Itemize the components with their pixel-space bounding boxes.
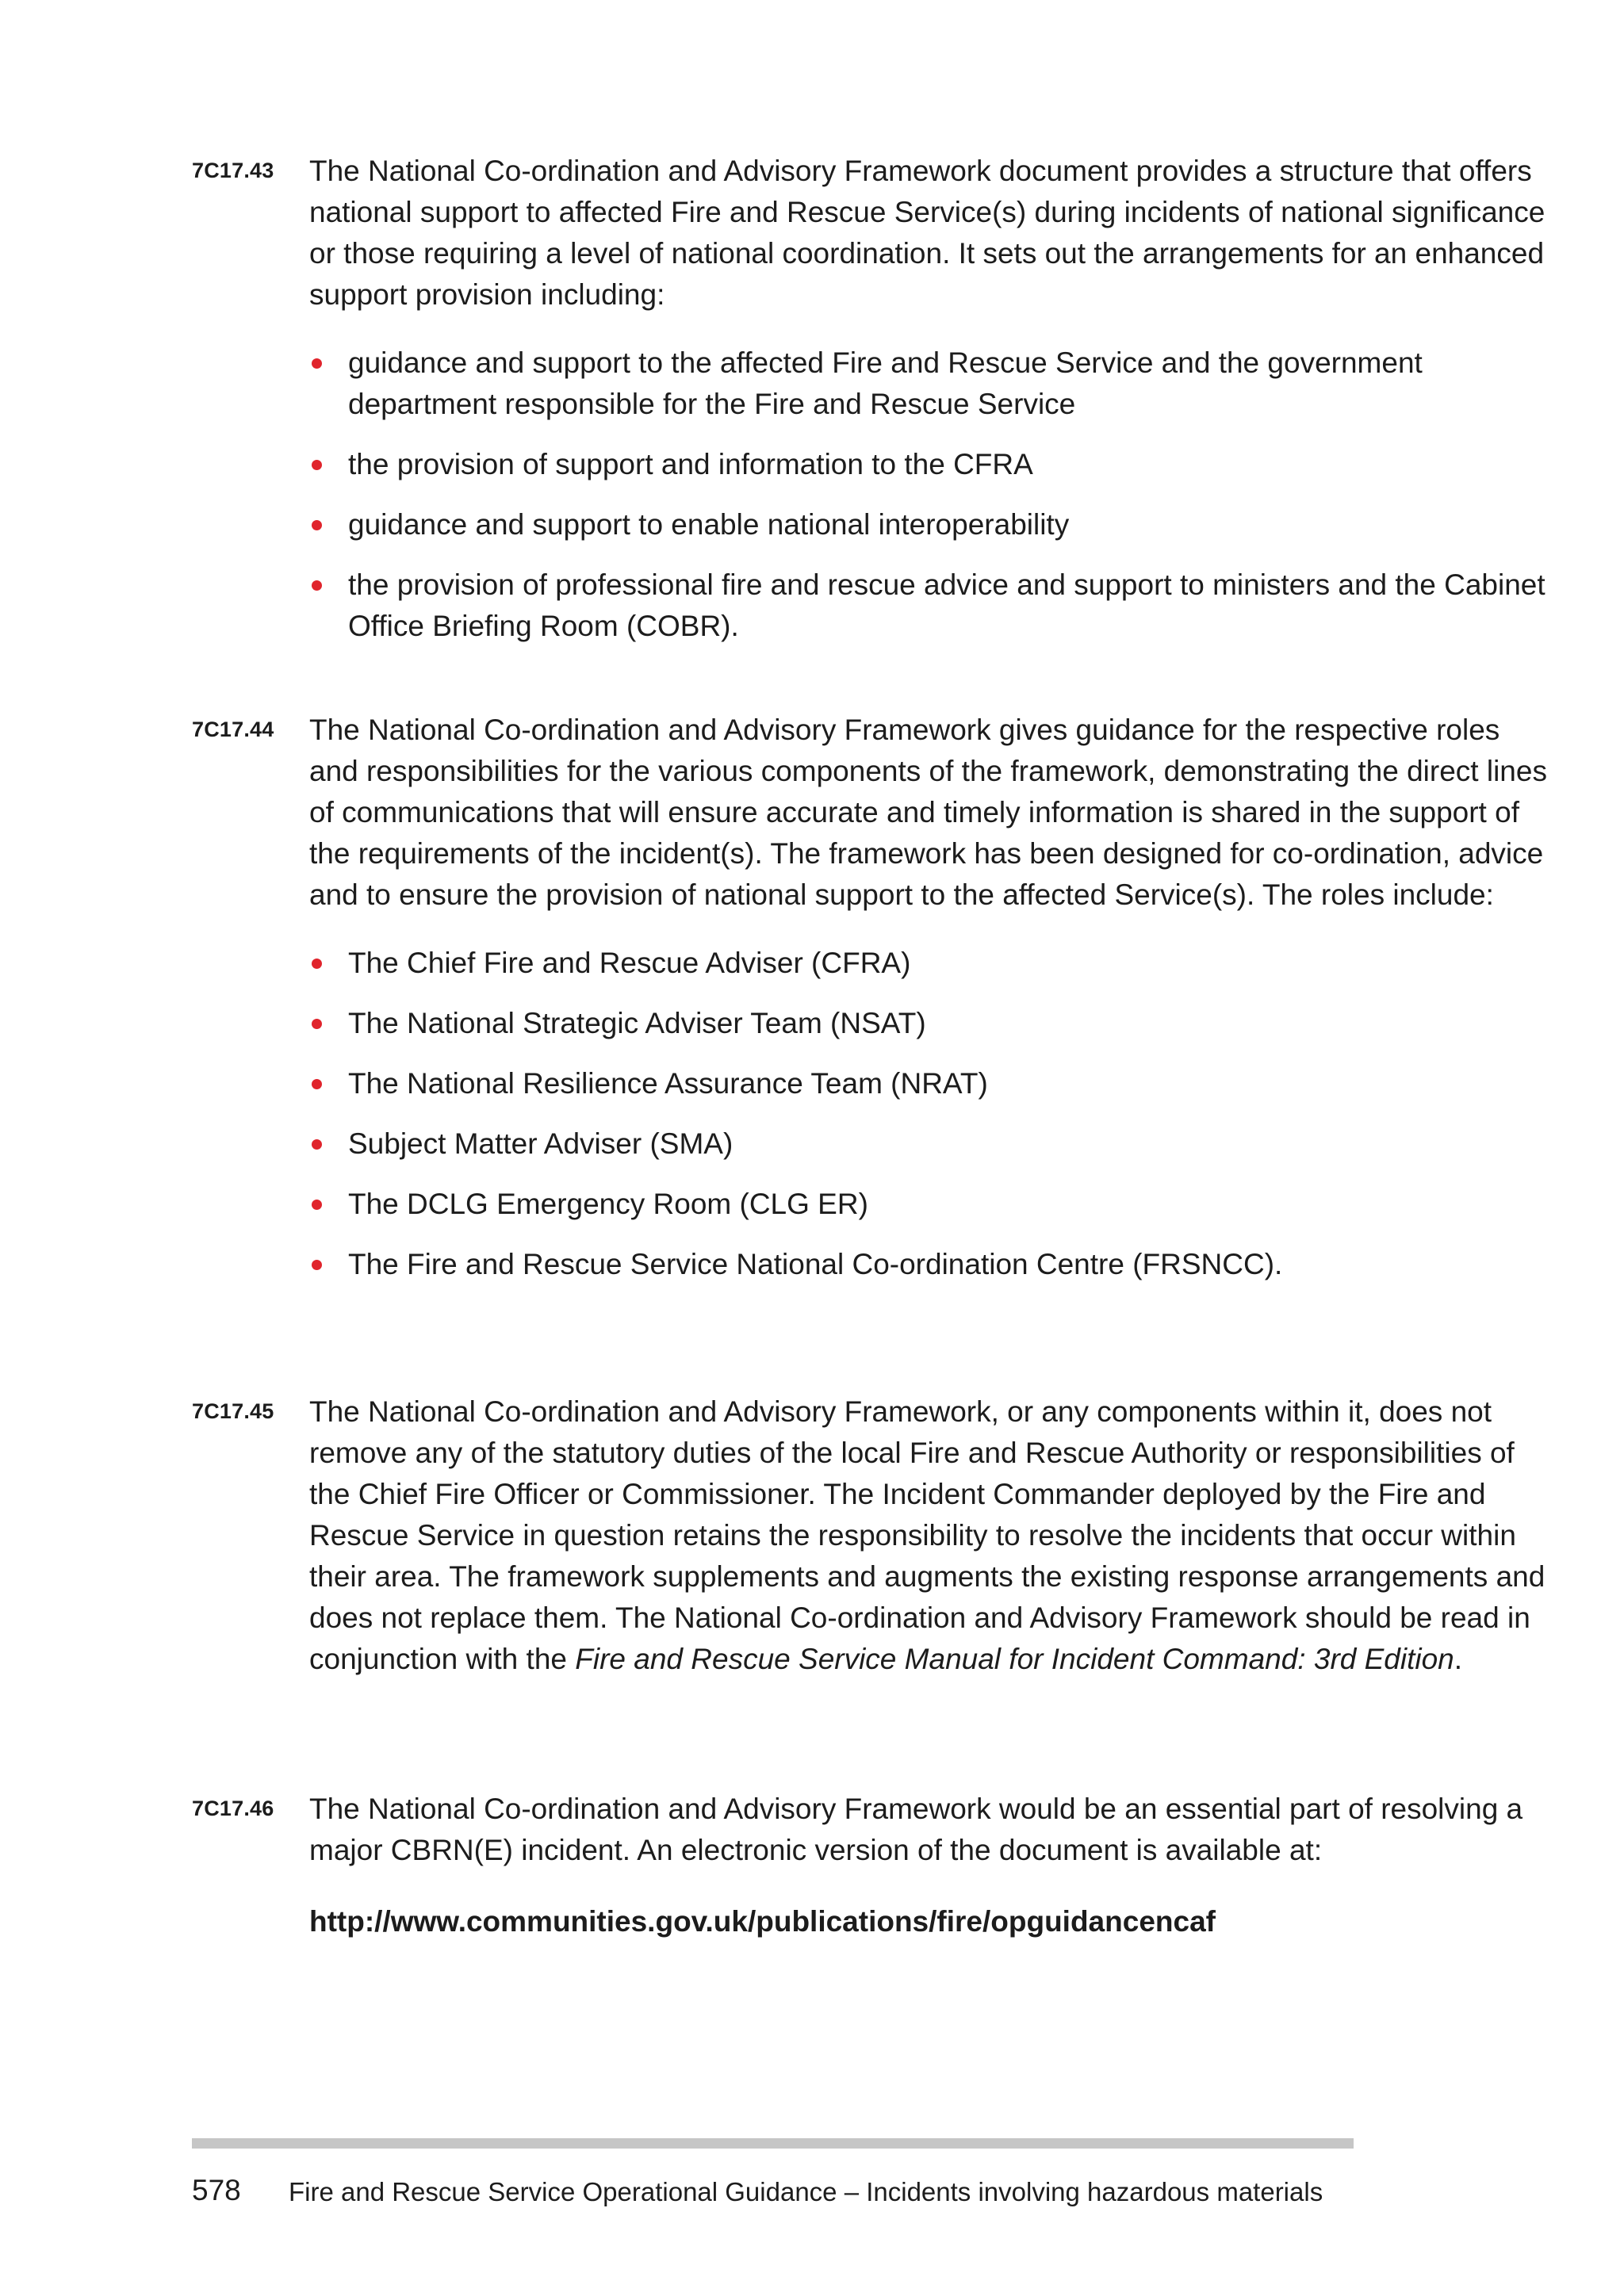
list-item [309, 1123, 1548, 1165]
bullet-icon [312, 580, 322, 591]
paragraph-text: The National Co-ordination and Advisory Framework gives guidance for the respective roles and responsibilities for the various components of the framework, demonstrating the direct lines of communications that will ensure accurate and timely information is shared in the support of the requirements of the incident(s). The framework has been designed for co-ordination, advice and to ensure the provision of national support to the affected Service(s). The roles include: [309, 714, 1547, 911]
list-item [309, 1003, 1548, 1044]
paragraph-7c17-46 [192, 1789, 1523, 1942]
paragraph-7c17-43 [192, 151, 1545, 647]
list-item [309, 1184, 1548, 1225]
paragraph-text-end: . [1454, 1643, 1463, 1675]
paragraph-text: The National Co-ordination and Advisory Framework would be an essential part of resolving a major CBRN(E) incident. An electronic version of the document is available at: [309, 1793, 1523, 1866]
bullet-icon [312, 358, 322, 369]
paragraph-7c17-44 [192, 710, 1547, 1285]
list-item [309, 1244, 1548, 1285]
paragraph-number: 7C17.43 [192, 159, 274, 182]
bullet-icon [312, 460, 322, 470]
footer-divider [192, 2138, 1354, 2149]
list-item-text: guidance and support to enable national interoperability [348, 508, 1070, 541]
list-item-text: The Chief Fire and Rescue Adviser (CFRA) [348, 947, 911, 979]
bullet-icon [312, 1079, 322, 1089]
paragraph-text [309, 1391, 1548, 1680]
list-item-text: The DCLG Emergency Room (CLG ER) [348, 1188, 868, 1220]
list-item [309, 504, 1548, 545]
list-item [309, 564, 1548, 647]
paragraph-text: The National Co-ordination and Advisory Framework document provides a structure that offers national support to affected Fire and Rescue Service(s) during incidents of national significance or those requiring a level of national coordination. It sets out the arrangements for an enhanced support provision including: [309, 155, 1545, 311]
manual-title: Fire and Rescue Service Manual for Incident Command: 3rd Edition [575, 1643, 1454, 1675]
paragraph-7c17-45 [192, 1391, 1545, 1680]
list-item-text: the provision of professional fire and rescue advice and support to ministers and the Cabinet Office Briefing Room (COBR). [348, 568, 1545, 642]
bullet-list [309, 342, 1548, 647]
bullet-icon [312, 1019, 322, 1029]
bullet-list [309, 943, 1548, 1285]
paragraph-number: 7C17.45 [192, 1399, 274, 1423]
page-number: 578 [192, 2174, 241, 2206]
list-item [309, 444, 1548, 485]
bullet-icon [312, 1139, 322, 1150]
bullet-icon [312, 1200, 322, 1210]
paragraph-number: 7C17.46 [192, 1797, 274, 1820]
paragraph-number: 7C17.44 [192, 718, 274, 741]
list-item [309, 1063, 1548, 1104]
list-item-text: The Fire and Rescue Service National Co-ordination Centre (FRSNCC). [348, 1248, 1283, 1280]
list-item-text: Subject Matter Adviser (SMA) [348, 1127, 733, 1160]
bullet-icon [312, 1260, 322, 1270]
list-item-text: the provision of support and information to the CFRA [348, 448, 1033, 480]
document-url-link[interactable]: http://www.communities.gov.uk/publications/fire/opguidancencaf [309, 1905, 1216, 1938]
list-item-text: The National Strategic Adviser Team (NSAT) [348, 1007, 926, 1039]
bullet-icon [312, 520, 322, 530]
paragraph-text-start: The National Co-ordination and Advisory Framework, or any components within it, does not remove any of the statutory duties of the local Fire and Rescue Authority or responsibilities of the Chief Fire Officer or Commissioner. The Incident Commander deployed by the Fire and Rescue Service in question retains the responsibility to resolve the incidents that occur within their area. The framework supplements and augments the existing response arrangements and does not replace them. The National Co-ordination and Advisory Framework should be read in conjunction with the [309, 1395, 1545, 1675]
list-item-text: The National Resilience Assurance Team (NRAT) [348, 1067, 988, 1100]
list-item-text: guidance and support to the affected Fire and Rescue Service and the government department responsible for the Fire and Rescue Service [348, 346, 1423, 420]
footer-title: Fire and Rescue Service Operational Guidance – Incidents involving hazardous materials [289, 2177, 1323, 2206]
list-item [309, 943, 1548, 984]
bullet-icon [312, 959, 322, 969]
list-item [309, 342, 1548, 425]
